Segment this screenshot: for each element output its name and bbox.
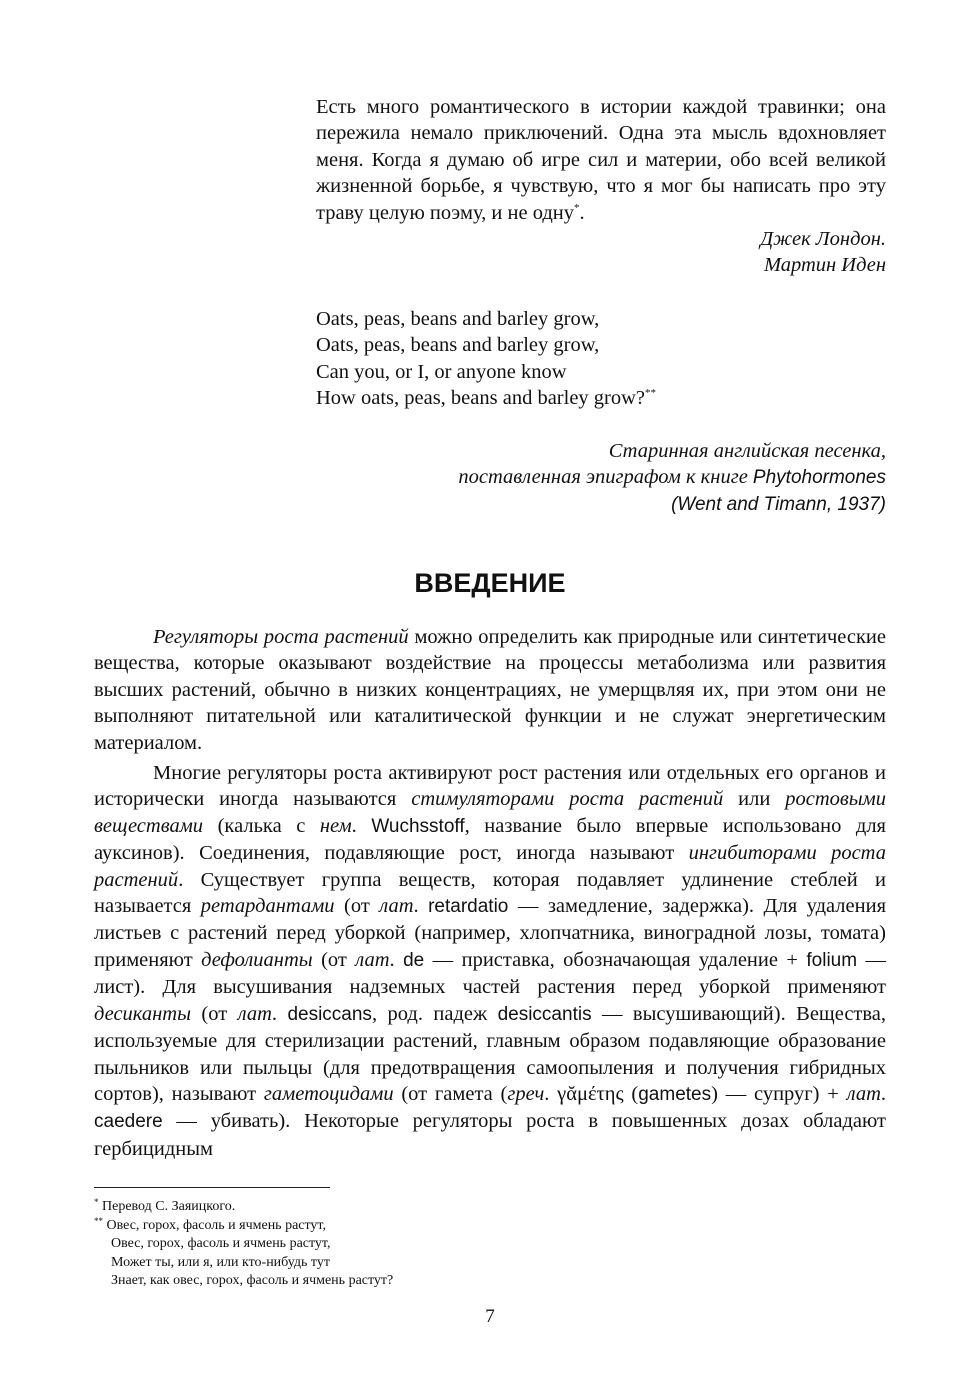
footnote-2-line: Может ты, или я, или кто-нибудь тут xyxy=(111,1254,330,1270)
song-attribution xyxy=(316,438,886,518)
poem-epigraph xyxy=(316,306,886,412)
epigraph-author: Джек Лондон. xyxy=(760,228,886,251)
song-attribution-line: поставленная эпиграфом к книге Phytohormones xyxy=(458,466,886,489)
song-attribution-line: Старинная английская песенка, xyxy=(608,440,886,462)
poem-line: How oats, peas, beans and barley grow?** xyxy=(316,387,657,410)
footnote-ref-2[interactable]: ** xyxy=(645,387,657,400)
footnote-1: * Перевод С. Заяицкого. xyxy=(94,1197,236,1214)
epigraph-work: Мартин Иден xyxy=(763,254,886,277)
poem-line: Oats, peas, beans and barley grow, xyxy=(316,308,600,330)
paragraph-1: Регуляторы роста растений можно определить как природные или синтетические вещества, которые оказывают воздействие на процессы метаболизма или развития высших растений, обычно в низких концентрациях, не умерщвляя их, при этом они не выполняют питательной или каталитической функции и не служат энергетическим материалом. xyxy=(94,626,886,754)
epigraph-london xyxy=(316,94,886,279)
book-title: Phytohormones xyxy=(752,467,886,489)
paragraph-2: Многие регуляторы роста активируют рост растения или отдельных его органов и исторически иногда называются стимуляторами роста растений или ростовыми веществами (калька с нем. Wuchsstoff, название было впервые использовано для ауксинов). Соединения, подавляющие рост, иногда называют ингибиторами роста растений. Существует группа веществ, которая подавляет удлинение стеблей и называется ретардантами (от лат. retardatio — замедление, задержка). Для удаления листьев с растений перед уборкой (например, хлопчатника, виноградной лозы, томата) применяют дефолианты (от лат. de — приставка, обозначающая удаление + folium — лист). Для высушивания надземных частей растения перед уборкой применяют десиканты (от лат. desiccans, род. падеж desiccantis — высушивающий). Вещества, используемые для стерилизации растений, главным образом подавляющие образование пыльников или пыльцы (для предотвращения самоопыления и получения гибридных сортов), называют гаметоцидами (от гамета (греч. γᾰμέτης (gametes) — супруг) + лат. caedere — убивать). Некоторые регуляторы роста в повышенных дозах обладают гербицидным xyxy=(94,762,887,1160)
poem-line: Oats, peas, beans and barley grow, xyxy=(316,334,600,357)
footnote-2-line: Овес, горох, фасоль и ячмень растут, xyxy=(111,1236,331,1252)
song-attribution-citation: (Went and Timann, 1937) xyxy=(671,493,886,515)
poem-line: Can you, or I, or anyone know xyxy=(316,360,567,383)
body-text xyxy=(94,624,886,1166)
chapter-heading: ВВЕДЕНИЕ xyxy=(414,568,566,598)
footnote-2: ** Овес, горох, фасоль и ячмень растут, xyxy=(94,1215,326,1233)
epigraph-london-text: Есть много романтического в истории каждой травинки; она пережила немало приключений. Одна эта мысль вдохновляет меня. Когда я думаю об игре сил и материи, обо всей великой жизненной борьбе, я чувствую, что я мог бы написать про эту траву целую поэму, и не одну*. xyxy=(316,96,886,224)
page-number: 7 xyxy=(485,1306,495,1327)
footnote-2-line: Знает, как овес, горох, фасоль и ячмень растут? xyxy=(111,1273,394,1289)
footnotes xyxy=(94,1198,886,1291)
footnote-divider xyxy=(94,1187,330,1188)
footnote-ref-1[interactable]: * xyxy=(574,201,580,214)
